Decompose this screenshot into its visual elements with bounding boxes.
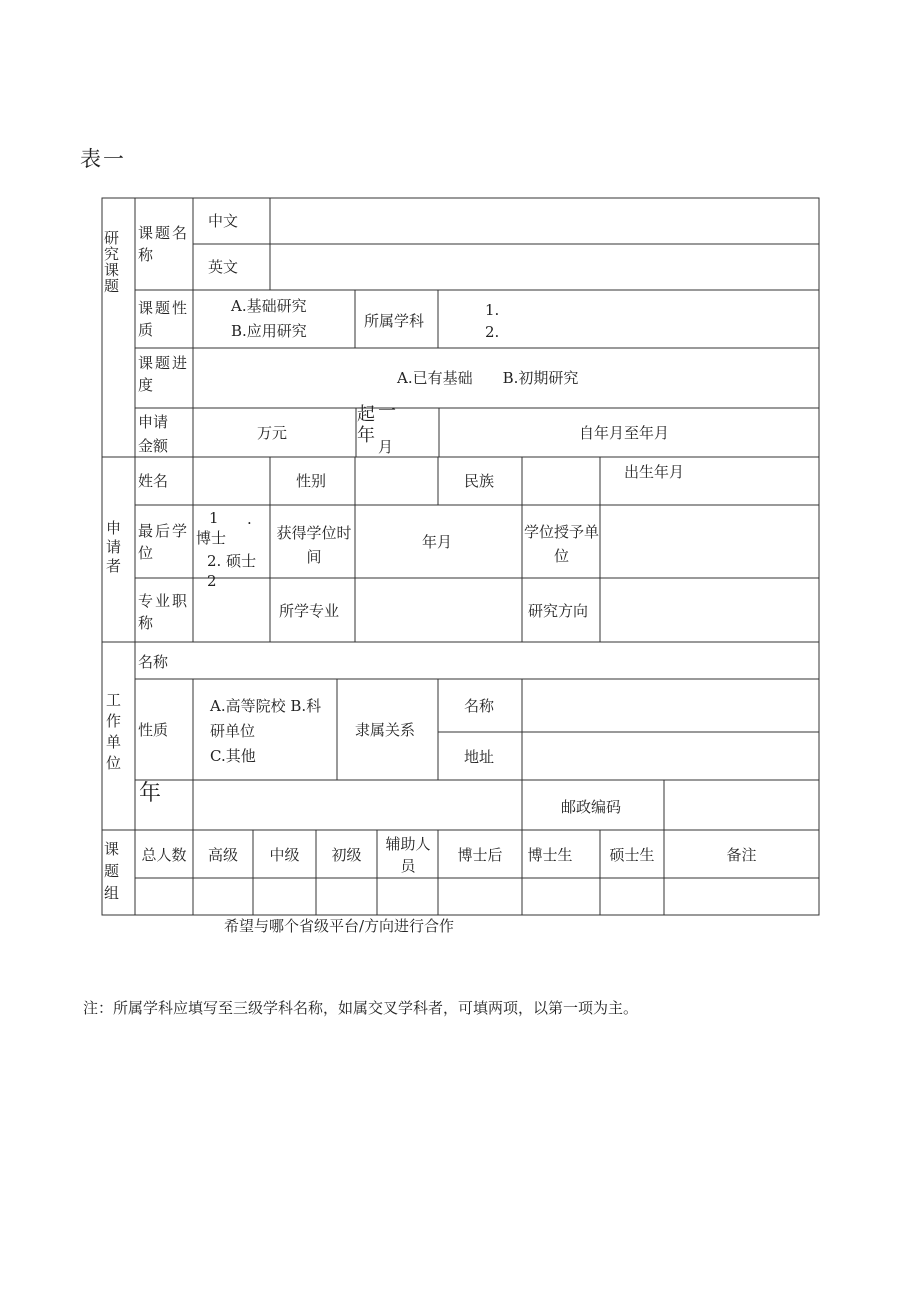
affiliation-label: 隶属关系 xyxy=(355,721,416,739)
start-label: 起 xyxy=(357,404,375,425)
section-applicant: 申请者 xyxy=(106,519,122,575)
degree-time-value: 年月 xyxy=(422,533,453,551)
start-year: 年 xyxy=(357,425,375,446)
team-header-intermediate: 中级 xyxy=(269,846,300,864)
team-header-senior: 高级 xyxy=(207,846,238,864)
major-label: 所学专业 xyxy=(279,602,340,620)
ethnicity-label: 民族 xyxy=(464,472,495,490)
degree-option-1-dot: . xyxy=(247,510,252,528)
applicant-name-label: 姓名 xyxy=(138,472,169,490)
discipline-label: 所属学科 xyxy=(364,312,425,330)
stray-character: 年 xyxy=(139,781,162,806)
gender-label: 性别 xyxy=(296,472,327,490)
birth-label: 出生年月 xyxy=(624,463,685,481)
degree-label: 最后学位 xyxy=(138,522,190,562)
degree-option-3-clip xyxy=(207,570,237,590)
progress-label: 课题进度 xyxy=(138,354,190,394)
section-research-topic: 研究课题 xyxy=(104,229,120,295)
degree-option-3-cut: 2 xyxy=(207,572,217,590)
degree-unit-label: 学位授予单位 xyxy=(524,523,600,565)
team-header-phd: 博士生 xyxy=(527,846,573,864)
page-title: 表一 xyxy=(80,147,126,171)
unit-name-label: 名称 xyxy=(138,653,169,671)
team-header-junior: 初级 xyxy=(331,846,362,864)
cooperation-text: 希望与哪个省级平台/方向进行合作 xyxy=(224,917,455,935)
discipline-item-2: 2. xyxy=(485,323,500,341)
topic-name-cn-label: 中文 xyxy=(208,212,239,230)
amount-unit: 万元 xyxy=(257,424,288,442)
topic-nature-option-a: A.基础研究 xyxy=(231,297,307,315)
topic-name-label: 课题名称 xyxy=(138,224,190,264)
start-mark: 一 xyxy=(378,401,396,422)
degree-option-1: 博士 xyxy=(196,529,227,547)
team-header-remarks: 备注 xyxy=(726,846,757,864)
start-month: 月 xyxy=(378,438,394,456)
team-header-postdoc: 博士后 xyxy=(457,846,503,864)
unit-nature-option-2: 研单位 xyxy=(210,722,256,740)
team-header-assistant: 辅助人员 xyxy=(385,835,431,875)
direction-label: 研究方向 xyxy=(528,602,589,620)
section-project-team: 课题组 xyxy=(104,840,120,902)
section-work-unit: 工作单位 xyxy=(106,691,122,772)
postal-code-label: 邮政编码 xyxy=(561,798,622,816)
team-header-total: 总人数 xyxy=(141,846,187,864)
unit-nature-option-3: C.其他 xyxy=(210,747,256,765)
degree-option-2: 2. 硕士 xyxy=(207,552,257,570)
discipline-item-1: 1. xyxy=(485,301,500,319)
title-label: 专业职称 xyxy=(138,592,190,632)
topic-nature-option-b: B.应用研究 xyxy=(231,322,307,340)
amount-label: 申请金额 xyxy=(138,413,169,455)
progress-options: A.已有基础 B.初期研究 xyxy=(397,369,579,387)
topic-nature-label: 课题性质 xyxy=(138,299,190,339)
footnote: 注：所属学科应填写至三级学科名称，如属交叉学科者，可填两项，以第一项为主。 xyxy=(83,999,639,1017)
affiliation-address-label: 地址 xyxy=(464,748,495,766)
degree-option-1-num: 1 xyxy=(209,509,219,527)
affiliation-name-label: 名称 xyxy=(464,697,495,715)
unit-nature-label: 性质 xyxy=(138,721,169,739)
topic-name-en-label: 英文 xyxy=(208,258,239,276)
period-text: 自年月至年月 xyxy=(579,424,670,442)
degree-time-label: 获得学位时间 xyxy=(276,524,352,566)
unit-nature-option-1: A.高等院校 B.科 xyxy=(210,697,322,715)
team-header-masters: 硕士生 xyxy=(609,846,655,864)
